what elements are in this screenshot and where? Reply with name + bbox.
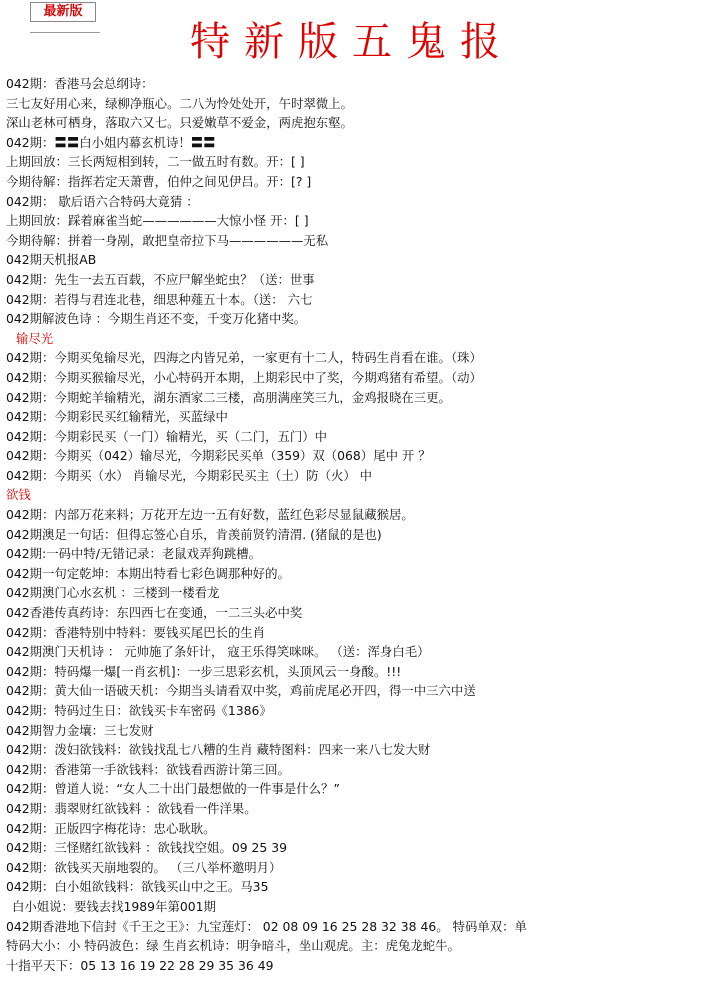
text-line: 042香港传真药诗：东四西七在变通，一二三头必中奖	[6, 605, 303, 621]
text-line: 特码大小：小 特码波色：绿 生肖玄机诗：明争暗斗，坐山观虎。主：虎兔龙蛇牛。	[6, 938, 460, 954]
text-line: 042期澳门心水玄机 ：三楼到一楼看龙	[6, 585, 220, 601]
text-line: 十指平天下：05 13 16 19 22 28 29 35 36 49	[6, 957, 274, 973]
text-line: 042期：翡翠财红欲钱料 ：欲钱看一件洋果。	[6, 800, 257, 816]
text-line: 042期：白小姐欲钱料：欲钱买山中之王。马35	[6, 879, 269, 895]
text-line: 今期待解：拼着一身剐，敢把皇帝拉下马——————无私	[6, 232, 329, 248]
text-line: 042期：香港特别中特料：要钱买尾巴长的生肖	[6, 624, 266, 640]
text-line: 042期：香港马会总纲诗：	[6, 76, 154, 91]
latest-edition-badge: 最新版	[30, 2, 96, 22]
text-line: 042期:一码中特/无错记录：老鼠戏弄狗跳槽。	[6, 546, 262, 562]
text-line: 042期智力金壤：三七发财	[6, 722, 154, 738]
text-line: 042期：内部万花来料；万花开左边一五有好数，蓝红色彩尽显鼠藏猴居。	[6, 507, 414, 523]
text-line: 今期待解：指挥若定天萧曹，伯仲之间见伊吕。开：[? ]	[6, 173, 312, 189]
text-line: 042期：今期买猴输尽光，小心特码开本期，上期彩民中了奖，今期鸡猪有希望。（动）	[6, 369, 482, 385]
text-line: 三七友好用心来，绿柳净瓶心。二八为怜处处开，午时翠微上。	[6, 95, 353, 111]
text-line: 042期：特码过生日：欲钱买卡车密码《1386》	[6, 703, 272, 718]
text-line: 042期：香港第一手欲钱料：欲钱看西游计第三回。	[6, 761, 290, 777]
text-line: 输尽光	[16, 330, 54, 346]
text-line: 042期：今期买（042）输尽光，今期彩民买单（359）双（068）尾中 开 ？	[6, 448, 431, 464]
text-line: 042期：今期买（水） 肖输尽光，今期彩民买主（土）防（火） 中	[6, 467, 373, 483]
text-line: 042期解波色诗 ：今期生肖还不变，千变万化猪中奖。	[6, 311, 307, 327]
text-line: 042期：〓〓白小姐内幕玄机诗！〓〓	[6, 134, 216, 150]
text-line: 042期：正版四字梅花诗：忠心耿耿。	[6, 820, 216, 836]
text-line: 042期：今期蛇羊输精光，湖东酒家二三楼，高朋满座笑三九，金鸡报晓在三更。	[6, 389, 451, 405]
text-line: 042期：欲钱买天崩地裂的。 （三八举杯邀明月）	[6, 859, 282, 875]
text-line: 042期香港地下信封《千王之王》：九宝莲灯： 02 08 09 16 25 28 32 38 46。 特码单双：单	[6, 918, 527, 934]
text-line: 042期：今期彩民买红输精光，买蓝绿中	[6, 409, 228, 425]
text-line: 042期：特码爆一爆[一肖玄机]：一步三思彩玄机，头顶风云一身酸。!!!	[6, 663, 402, 679]
text-line: 042期天机报AB	[6, 252, 97, 268]
text-line: 深山老林可栖身，落取六又七。只爱嫩草不爱金，两虎抱东壑。	[6, 115, 353, 131]
text-line: 白小姐说：要钱去找1989年第001期	[12, 898, 216, 914]
text-line: 042期：先生一去五百载，不应尸解坐蛇虫？（送：世事	[6, 271, 315, 287]
text-line: 042期：三怪赌红欲钱料 ：欲钱找空姐。09 25 39	[6, 840, 288, 856]
text-line: 042期：泼妇欲钱料：欲钱找乱七八糟的生肖 藏特图料：四来一来八七发大财	[6, 742, 431, 758]
text-line: 042期：今期买兔输尽光，四海之内皆兄弟，一家更有十二人，特码生肖看在谁。（珠）	[6, 350, 482, 366]
text-line: 042期：黄大仙一语破天机：今期当头请看双中奖，鸡前虎尾必开四，得一中三六中送	[6, 683, 476, 699]
page-title: 特新版五鬼报	[190, 19, 514, 65]
text-line: 042期：今期彩民买（一门）输精光，买（二门，五门）中	[6, 428, 328, 444]
text-line: 上期回放：三长两短相到转，二一做五时有数。开：[ ]	[6, 154, 305, 170]
text-line: 042期：若得与君连北巷，细思种薤五十本。（送： 六七	[6, 291, 313, 307]
text-line: 042期一句定乾坤：本期出特看七彩色调那种好的。	[6, 565, 290, 581]
text-line: 上期回放：踩着麻雀当蛇——————大惊小怪 开：[ ]	[6, 213, 309, 229]
text-line: 042期： 歇后语六合特码大竟猜 ：	[6, 193, 199, 209]
text-line: 042期：曾道人说：“女人二十出门最想做的一件事是什么？”	[6, 781, 340, 797]
text-line: 042期澳门天机诗 ： 元帅施了条奸计， 寇王乐得笑咪咪。 （送：浑身白毛）	[6, 644, 430, 660]
article-body	[6, 74, 702, 975]
text-line: 042期澳足一句话：但得忘签心自乐，肯羡前贤钓清渭. (猪鼠的是也)	[6, 526, 382, 542]
text-line: 欲钱	[6, 487, 31, 503]
